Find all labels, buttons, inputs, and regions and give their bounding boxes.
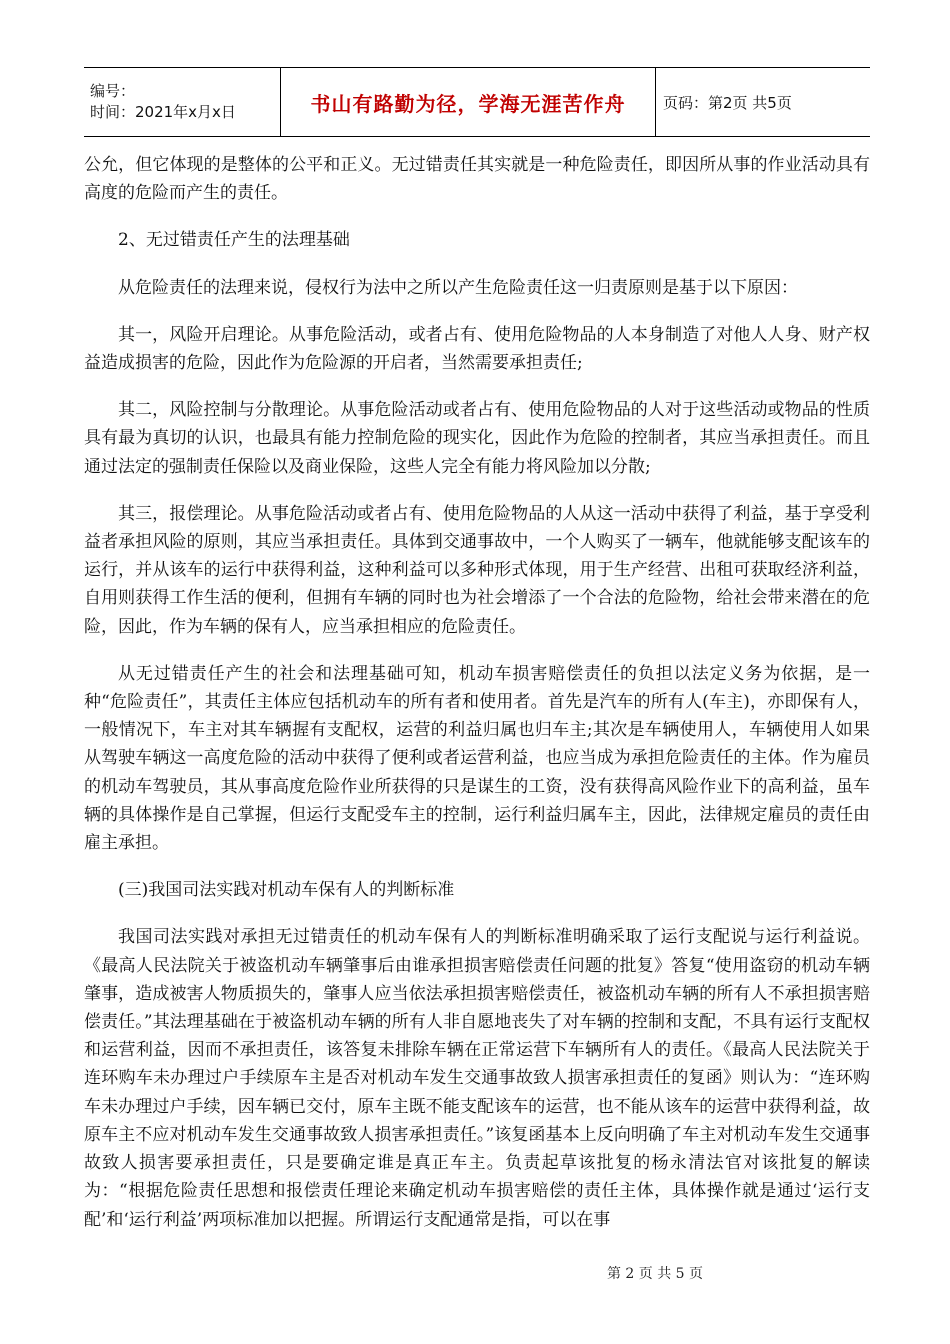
serial-number-label: 编号： <box>90 82 136 100</box>
header-meta <box>84 68 281 136</box>
paragraph: 从无过错责任产生的社会和法理基础可知，机动车损害赔偿责任的负担以法定义务为依据，是一种“危险责任”，其责任主体应包括机动车的所有者和使用者。首先是汽车的所有人(车主)，亦即保有人，一般情况下，车主对其车辆握有支配权，运营的利益归属也归车主;其次是车辆使用人，车辆使用人如果从驾驶车辆这一高度危险的活动中获得了便利或者运营利益，也应当成为承担危险责任的主体。作为雇员的机动车驾驶员，其从事高度危险作业所获得的只是谋生的工资，没有获得高风险作业下的高利益，虽车辆的具体操作是自己掌握，但运行支配受车主的控制，运行利益归属车主，因此，法律规定雇员的责任由雇主承担。 <box>84 663 870 854</box>
document-body <box>84 151 870 1234</box>
paragraph: 我国司法实践对承担无过错责任的机动车保有人的判断标准明确采取了运行支配说与运行利益说。《最高人民法院关于被盗机动车辆肇事后由谁承担损害赔偿责任问题的批复》答复“使用盗窃的机动车辆肇事，造成被害人物质损失的，肇事人应当依法承担损害赔偿责任，被盗机动车辆的所有人不承担损害赔偿责任。”其法理基础在于被盗机动车辆的所有人非自愿地丧失了对车辆的控制和支配，不具有运行支配权和运营利益，因而不承担责任，该答复未排除车辆在正常运营下车辆所有人的责任。《最高人民法院关于连环购车未办理过户手续原车主是否对机动车发生交通事故致人损害承担责任的复函》则认为：“连环购车未办理过户手续，因车辆已交付，原车主既不能支配该车的运营，也不能从该车的运营中获得利益，故原车主不应对机动车发生交通事故致人损害承担责任。”该复函基本上反向明确了车主对机动车发生交通事故致人损害要承担责任，只是要确定谁是真正车主。负责起草该批复的杨永清法官对该批复的解读为：“根据危险责任思想和报偿责任理论来确定机动车损害赔偿的责任主体，具体操作就是通过‘运行支配’和‘运行利益’两项标准加以把握。所谓运行支配通常是指，可以在事 <box>84 927 870 1230</box>
paragraph: 从危险责任的法理来说，侵权行为法中之所以产生危险责任这一归责原则是基于以下原因： <box>118 277 798 298</box>
page-footer <box>0 1263 950 1283</box>
date-label: 时间：2021年x月x日 <box>90 103 236 121</box>
page-header <box>84 67 870 137</box>
section-heading: 2、无过错责任产生的法理基础 <box>118 230 350 251</box>
paragraph: 其三，报偿理论。从事危险活动或者占有、使用危险物品的人从这一活动中获得了利益，基于享受利益者承担风险的原则，其应当承担责任。具体到交通事故中，一个人购买了一辆车，他就能够支配该车的运行，并从该车的运行中获得利益，这种利益可以多种形式体现，用于生产经营、出租可获取经济利益，自用则获得工作生活的便利，但拥有车辆的同时也为社会增添了一个合法的危险物，给社会带来潜在的危险，因此，作为车辆的保有人，应当承担相应的危险责任。 <box>84 503 870 637</box>
header-page-cell <box>656 68 870 136</box>
footer-page-number: 第 2 页 共 5 页 <box>606 1266 704 1282</box>
paragraph: 其一，风险开启理论。从事危险活动，或者占有、使用危险物品的人本身制造了对他人人身、财产权益造成损害的危险，因此作为危险源的开启者，当然需要承担责任; <box>84 324 870 374</box>
page-indicator: 页码：第2页 共5页 <box>663 93 792 112</box>
paragraph: 其二，风险控制与分散理论。从事危险活动或者占有、使用危险物品的人对于这些活动或物品的性质具有最为真切的认识，也最具有能力控制危险的现实化，因此作为危险的控制者，其应当承担责任。而且通过法定的强制责任保险以及商业保险，这些人完全有能力将风险加以分散; <box>84 400 870 477</box>
motto: 书山有路勤为径，学海无涯苦作舟 <box>310 91 626 116</box>
header-motto-cell <box>281 68 656 136</box>
section-heading: (三)我国司法实践对机动车保有人的判断标准 <box>118 880 455 901</box>
paragraph: 公允，但它体现的是整体的公平和正义。无过错责任其实就是一种危险责任，即因所从事的作业活动具有高度的危险而产生的责任。 <box>84 155 870 204</box>
